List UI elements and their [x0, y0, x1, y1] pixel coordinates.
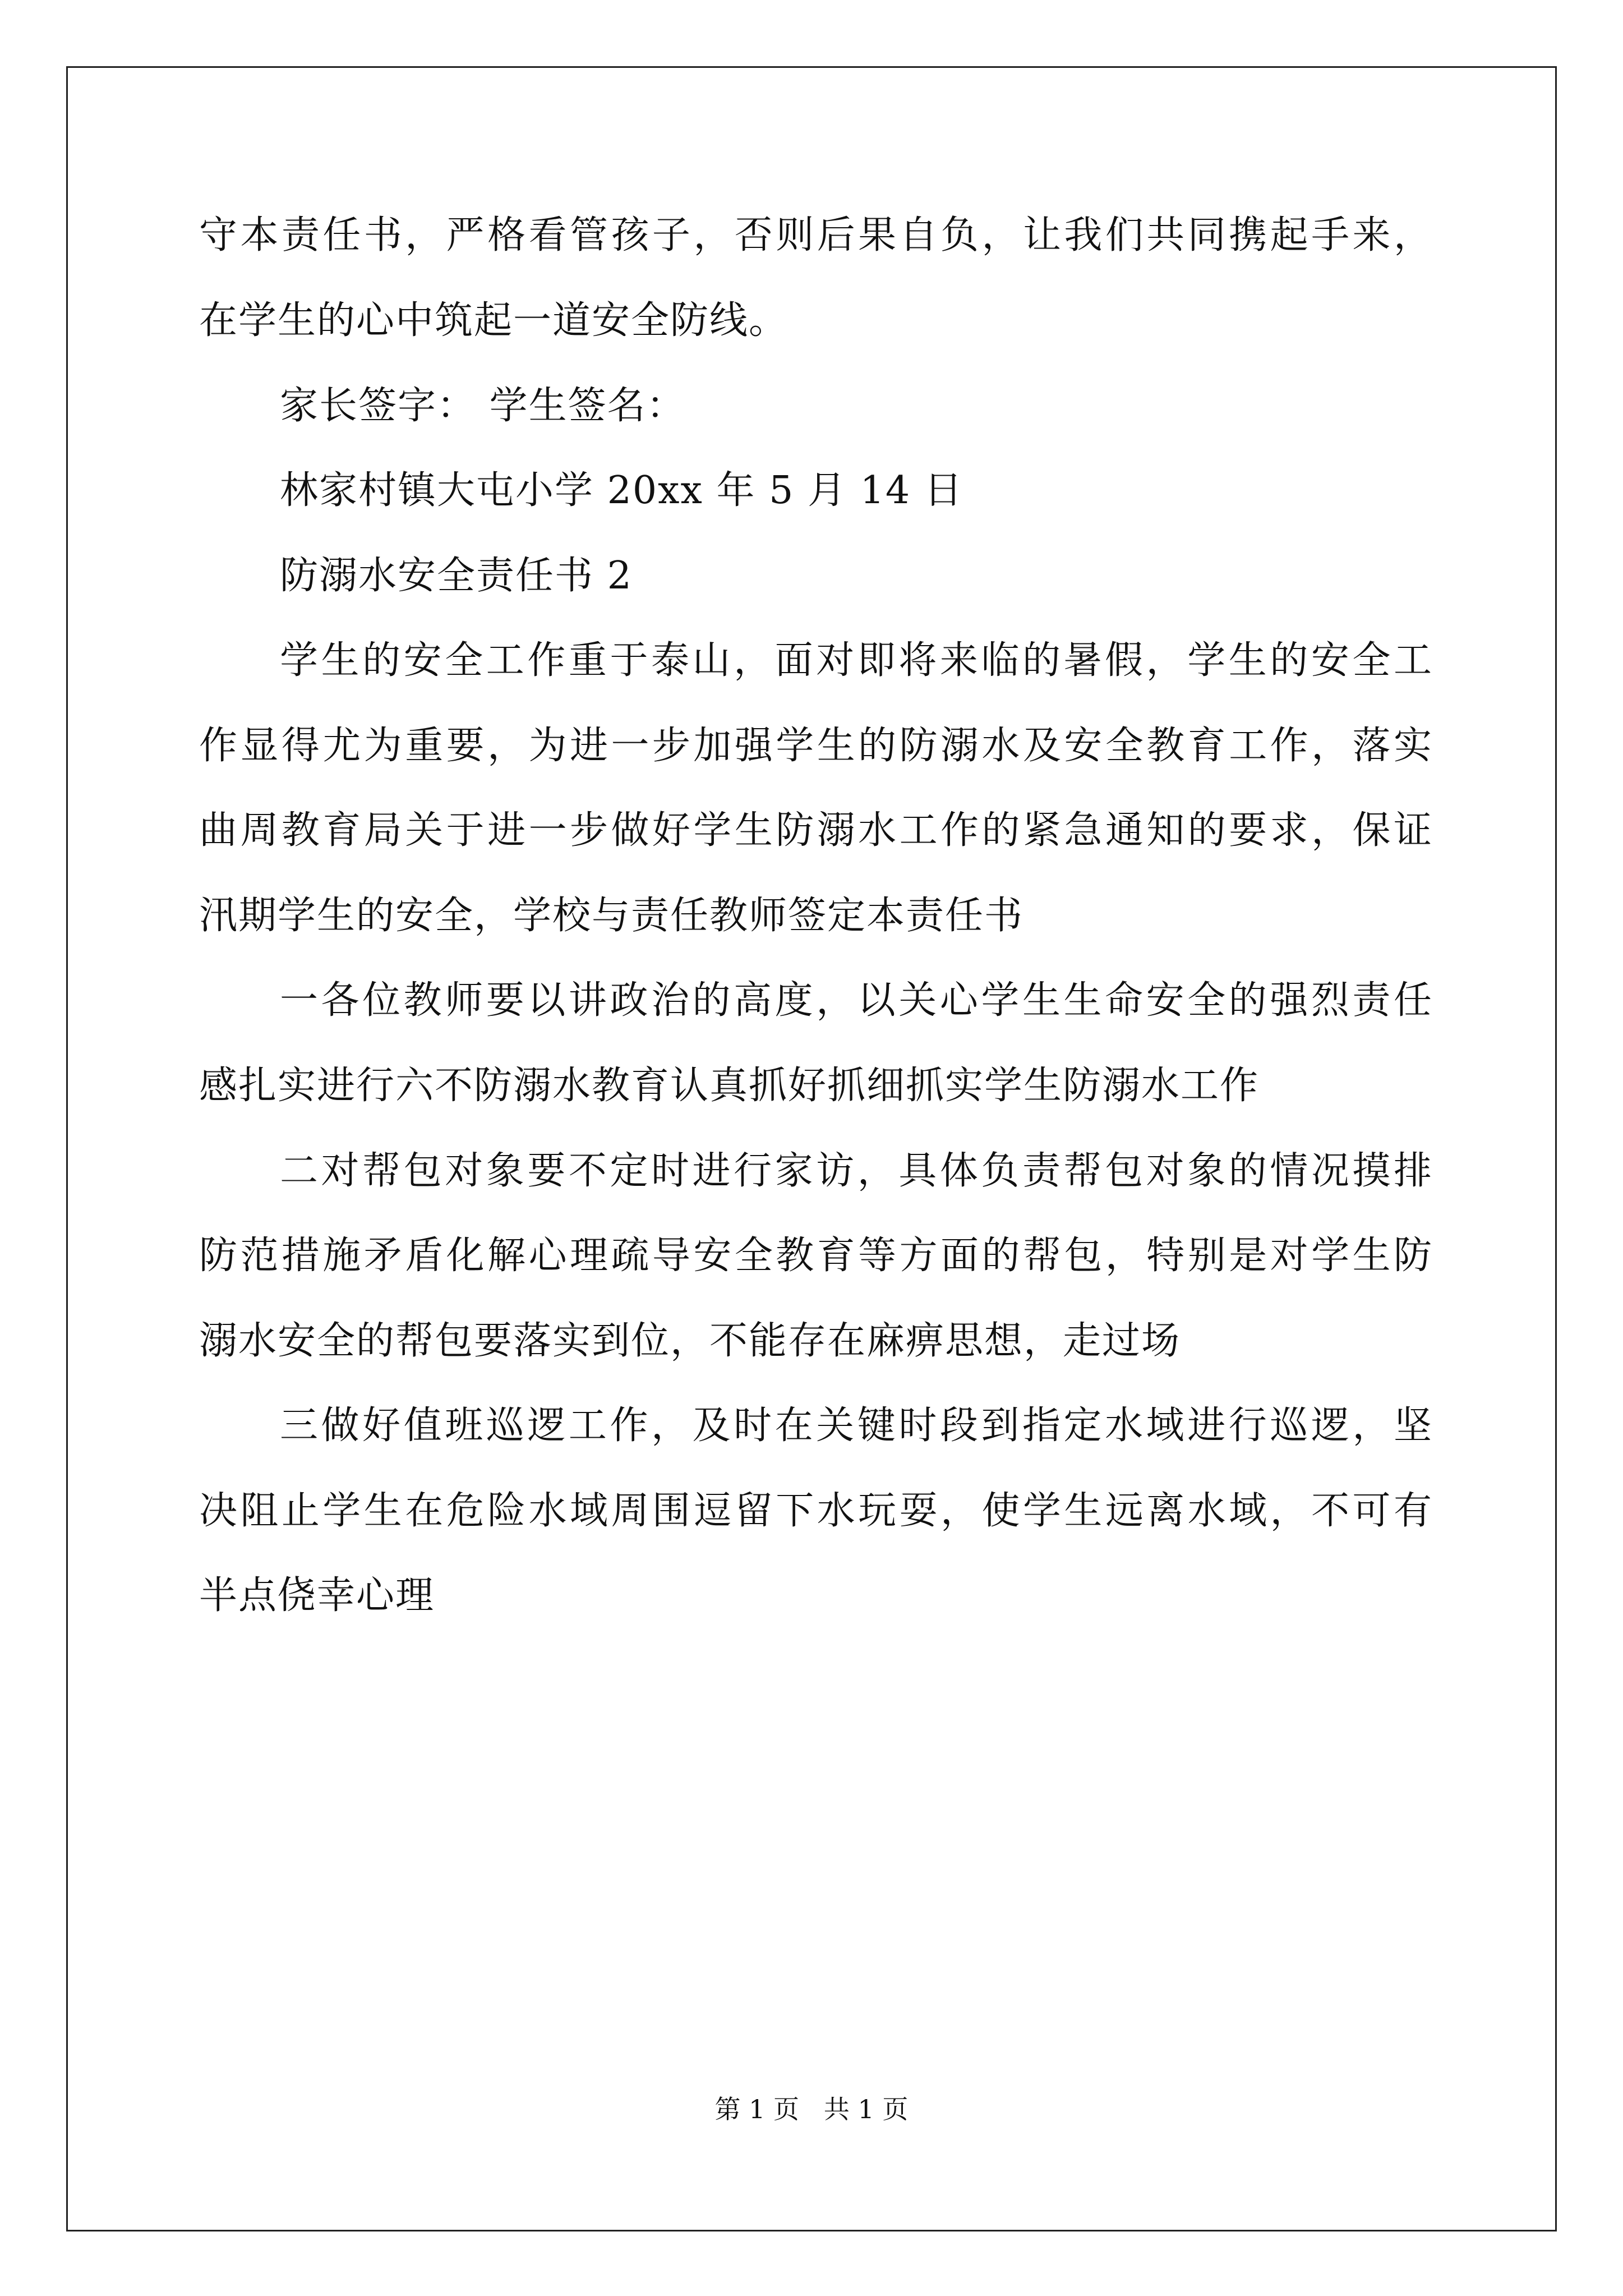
text-line-7: 作显得尤为重要，为进一步加强学生的防溺水及安全教育工作，落实 — [199, 724, 1433, 768]
school-date-line: 林家村镇大屯小学 20xx 年 5 月 14 日 — [280, 468, 963, 513]
signature-labels: 家长签字： 学生签名： — [280, 384, 686, 428]
text-line-2: 在学生的心中筑起一道安全防线。 — [199, 298, 789, 343]
text-line-15: 三做好值班巡逻工作，及时在关键时段到指定水域进行巡逻，坚 — [280, 1404, 1433, 1448]
text-line-17: 半点侥幸心理 — [199, 1573, 435, 1618]
text-line-8: 曲周教育局关于进一步做好学生防溺水工作的紧急通知的要求，保证 — [199, 808, 1433, 853]
text-line-10: 一各位教师要以讲政治的高度，以关心学生生命安全的强烈责任 — [280, 978, 1433, 1023]
text-line-13: 防范措施矛盾化解心理疏导安全教育等方面的帮包，特别是对学生防 — [199, 1234, 1433, 1278]
text-line-6: 学生的安全工作重于泰山，面对即将来临的暑假，学生的安全工 — [280, 638, 1433, 683]
text-line-14: 溺水安全的帮包要落实到位，不能存在麻痹思想，走过场 — [199, 1319, 1181, 1363]
section-title: 防溺水安全责任书 2 — [280, 554, 633, 598]
text-line-1: 守本责任书，严格看管孩子，否则后果自负，让我们共同携起手来， — [199, 213, 1433, 257]
text-line-11: 感扎实进行六不防溺水教育认真抓好抓细抓实学生防溺水工作 — [199, 1064, 1260, 1108]
text-line-16: 决阻止学生在危险水域周围逗留下水玩耍，使学生远离水域，不可有 — [199, 1489, 1433, 1533]
text-line-9: 汛期学生的安全，学校与责任教师签定本责任书 — [199, 894, 1024, 938]
text-line-12: 二对帮包对象要不定时进行家访，具体负责帮包对象的情况摸排 — [280, 1149, 1433, 1193]
page-number-footer: 第 1 页 共 1 页 — [714, 2094, 909, 2124]
